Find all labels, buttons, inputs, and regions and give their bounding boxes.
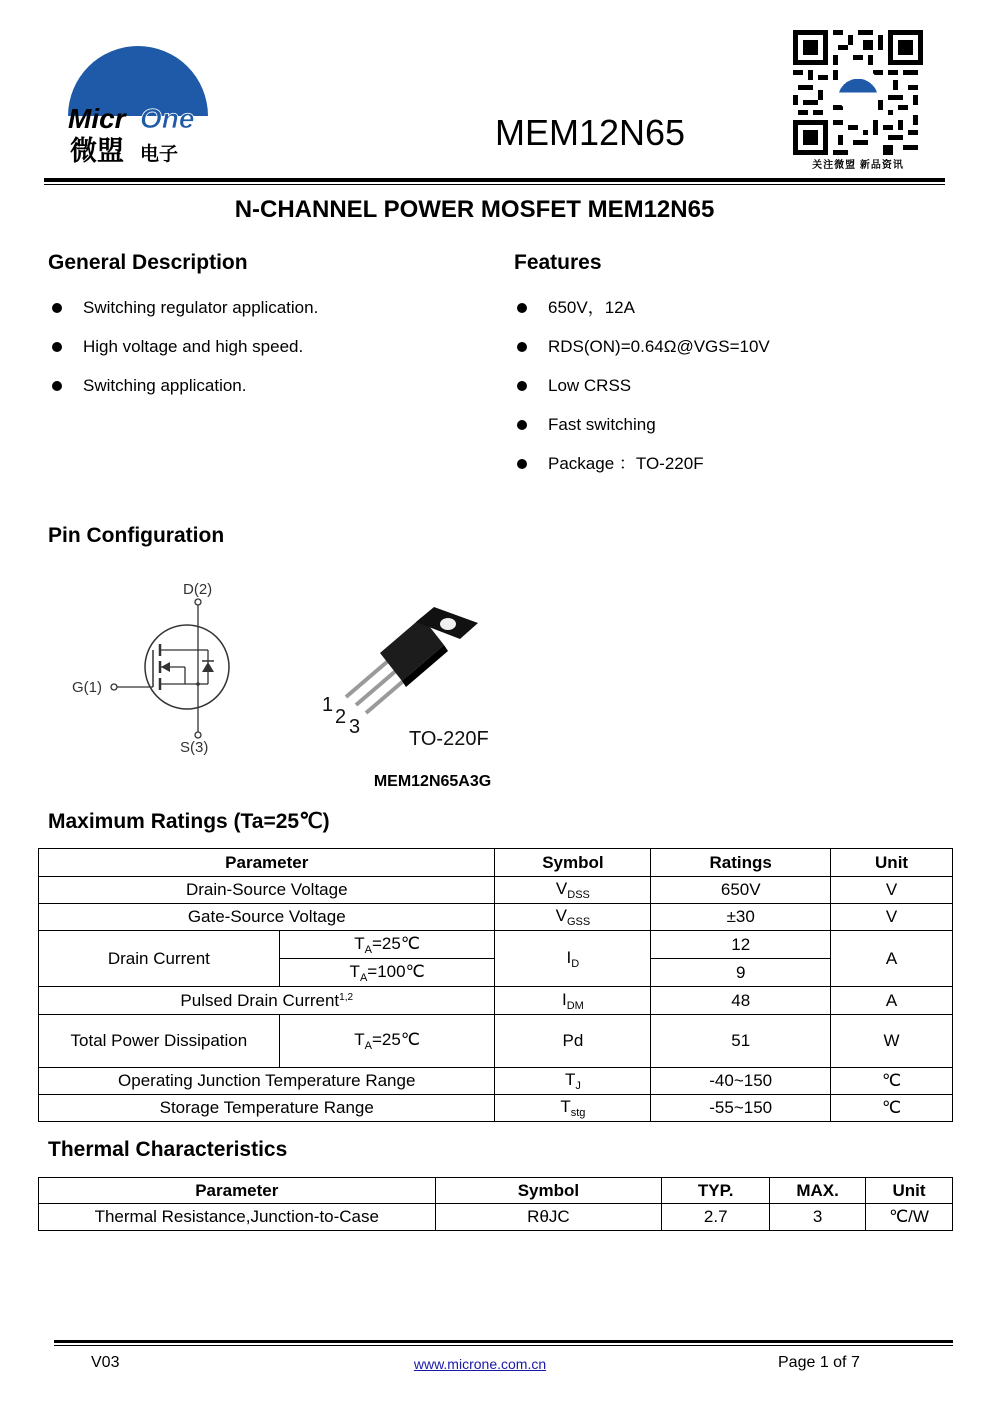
param-cell: Total Power Dissipation (39, 1015, 280, 1068)
list-item: RDS(ON)=0.64Ω@VGS=10V (513, 337, 943, 376)
part-caption: MEM12N65A3G (373, 773, 492, 790)
header-symbol: Symbol (495, 849, 651, 877)
footer-url-wrap (380, 1356, 580, 1374)
rating-cell: 9 (651, 959, 831, 987)
header-parameter: Parameter (39, 1178, 436, 1204)
param-cell: Gate-Source Voltage (39, 904, 495, 931)
rating-cell: -55~150 (651, 1095, 831, 1122)
table-row (39, 1095, 953, 1122)
footer-version: V03 (91, 1354, 120, 1371)
rating-cell: 650V (651, 877, 831, 904)
rating-cell: 48 (651, 987, 831, 1015)
features-heading: Features (514, 251, 602, 274)
symbol-cell: $V_{DSS}$ (495, 877, 651, 904)
features-list (513, 298, 943, 493)
qr-code-icon (793, 30, 923, 155)
header-unit: Unit (866, 1178, 953, 1204)
company-logo (62, 36, 212, 168)
typ-cell: 2.7 (662, 1204, 770, 1231)
unit-cell: A (831, 987, 953, 1015)
param-cell: Storage Temperature Range (39, 1095, 495, 1122)
param-cell: Drain Current (39, 931, 280, 987)
table-row (39, 877, 953, 904)
package-label: TO-220F (409, 728, 489, 750)
table-header-row (39, 1178, 953, 1204)
table-header-row (39, 849, 953, 877)
qr-caption: 关注微盟 新品资讯 (812, 160, 904, 171)
unit-cell: ℃/W (866, 1204, 953, 1231)
max-ratings-table (38, 848, 953, 1122)
symbol-cell: Pd (495, 1015, 651, 1068)
symbol-cell: $T_{stg}$ (495, 1095, 651, 1122)
mosfet-schematic-symbol (60, 570, 240, 765)
footer-rule-thin (54, 1345, 953, 1346)
symbol-cell: RθJC (435, 1204, 662, 1231)
rating-cell: 51 (651, 1015, 831, 1068)
max-cell: 3 (770, 1204, 866, 1231)
logo-text-cn-sub: 电子 (140, 143, 179, 165)
gate-label: G(1) (72, 679, 102, 696)
document-title: N-CHANNEL POWER MOSFET MEM12N65 (234, 196, 715, 223)
general-description-heading: General Description (48, 251, 248, 274)
rating-cell: -40~150 (651, 1068, 831, 1095)
rating-cell: ±30 (651, 904, 831, 931)
unit-cell: ℃ (831, 1068, 953, 1095)
list-item: Switching application. (48, 376, 488, 415)
drain-label: D(2) (183, 581, 213, 598)
header-rule-thin (44, 184, 945, 185)
list-item: Fast switching (513, 415, 943, 454)
list-item: Switching regulator application. (48, 298, 488, 337)
header-symbol: Symbol (435, 1178, 662, 1204)
list-item: Package ：TO-220F (513, 454, 943, 493)
condition-cell: $T_A=25℃$ (279, 1015, 495, 1068)
max-ratings-heading: Maximum Ratings (Ta=25℃) (48, 810, 330, 833)
condition-cell: $T_A=25℃$ (279, 931, 495, 959)
table-row (39, 1068, 953, 1095)
pin-number-1: 1 (322, 694, 334, 716)
rating-cell: 12 (651, 931, 831, 959)
param-cell: Operating Junction Temperature Range (39, 1068, 495, 1095)
general-description-list (48, 298, 488, 415)
header-typ: TYP. (662, 1178, 770, 1204)
logo-text-one: One (140, 103, 195, 134)
logo-text-cn-main: 微盟 (70, 136, 124, 167)
table-row (39, 1015, 953, 1068)
pin-configuration-heading: Pin Configuration (48, 524, 225, 547)
header-rule (44, 178, 945, 182)
pin-number-3: 3 (349, 716, 361, 738)
footer-rule (54, 1340, 953, 1343)
param-cell: Pulsed Drain Current$^{1,2}$ (39, 987, 495, 1015)
to220f-package-image (318, 605, 503, 755)
pin-number-2: 2 (335, 706, 347, 728)
table-row (39, 931, 953, 959)
param-cell: Thermal Resistance,Junction-to-Case (39, 1204, 436, 1231)
source-label: S(3) (180, 739, 209, 756)
unit-cell: V (831, 877, 953, 904)
thermal-table (38, 1177, 953, 1231)
unit-cell: W (831, 1015, 953, 1068)
table-row (39, 1204, 953, 1231)
list-item: Low CRSS (513, 376, 943, 415)
list-item: High voltage and high speed. (48, 337, 488, 376)
unit-cell: ℃ (831, 1095, 953, 1122)
symbol-cell: $V_{GSS}$ (495, 904, 651, 931)
footer-url-link[interactable]: www.microne.com.cn (413, 1356, 547, 1372)
header-parameter: Parameter (39, 849, 495, 877)
thermal-heading: Thermal Characteristics (48, 1138, 288, 1161)
symbol-cell: $T_J$ (495, 1068, 651, 1095)
table-row (39, 987, 953, 1015)
header-part-number: MEM12N65 (494, 112, 686, 153)
header-max: MAX. (770, 1178, 866, 1204)
header-ratings: Ratings (651, 849, 831, 877)
table-row (39, 904, 953, 931)
param-cell: Drain-Source Voltage (39, 877, 495, 904)
footer-page-number: Page 1 of 7 (778, 1354, 860, 1371)
logo-text-micr: Micr (68, 103, 126, 134)
unit-cell: A (831, 931, 953, 987)
symbol-cell: $I_{DM}$ (495, 987, 651, 1015)
symbol-cell: $I_D$ (495, 931, 651, 987)
list-item: 650V，12A (513, 298, 943, 337)
condition-cell: $T_A=100℃$ (279, 959, 495, 987)
header-unit: Unit (831, 849, 953, 877)
unit-cell: V (831, 904, 953, 931)
